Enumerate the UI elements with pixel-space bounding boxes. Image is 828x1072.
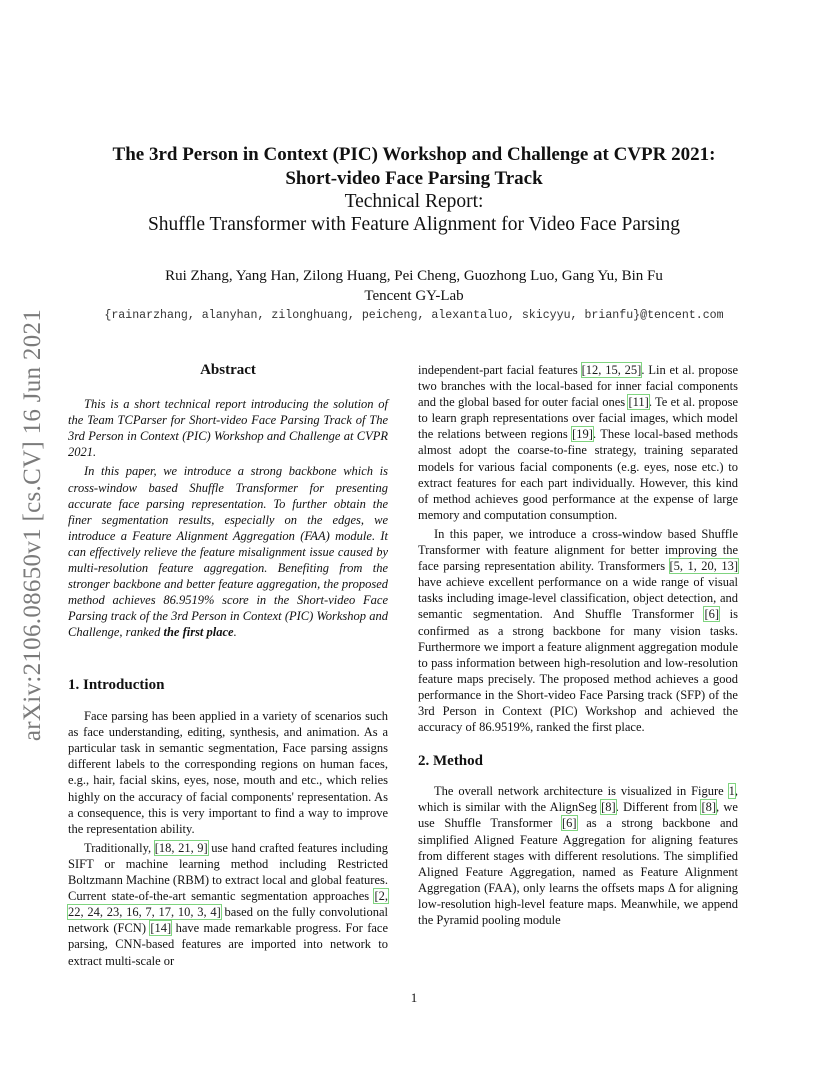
- introduction-heading: 1. Introduction: [68, 677, 165, 693]
- citation-link[interactable]: [2, 22, 24, 23, 16, 7, 17, 10, 3, 4]: [68, 889, 388, 920]
- author-block: [0, 266, 828, 306]
- text-span: The overall network architecture is visualized in Figure: [434, 784, 729, 799]
- citation-link[interactable]: [12, 15, 25]: [581, 363, 642, 377]
- text-span: use hand crafted features including SIFT or machine learning method including Restricted Boltzmann Machine (RBM) to extract local and global features. Current state-of-the-art semantic segmentation approaches: [68, 840, 389, 904]
- abstract-emphasis: the first place: [163, 625, 234, 640]
- citation-link[interactable]: [18, 21, 9]: [154, 840, 208, 855]
- abstract-text: In this paper, we introduce a strong backbone which is cross-window based Shuffle Transformer for presenting accurate face parsing representation. To further obtain the finer segmentation results, especially on the edges, we introduce a Feature Alignment Aggregation (FAA) module. It can effectively relieve the feature misalignment issue caused by multi-resolution feature aggregation. Benefiting from the stronger backbone and better feature aggregation, the proposed method achieves 86.9519% score in the Short-video Face Parsing track of the 3rd Person in Context (PIC) Workshop and Challenge, ranked: [68, 464, 388, 640]
- abstract-end: .: [233, 625, 237, 640]
- contribution-paragraph: [418, 526, 738, 735]
- intro-paragraph-1: Face parsing has been applied in a variety of scenarios such as face understanding, editing, synthesis, and animation. As a particular task in semantic segmentation, Face parsing assigns different labels to the corresponding regions on human faces, e.g., hair, facial skins, eyes, nose, mouth and etc., which relies highly on the accuracy of facial components' representation. As a consequence, this is very important to find a way to improve the representation ability.: [68, 709, 388, 836]
- citation-link[interactable]: [14]: [150, 921, 172, 936]
- author-emails: {rainarzhang, alanyhan, zilonghuang, peicheng, alexantaluo, skicyyu, brianfu}@tencent.com: [104, 309, 724, 322]
- method-heading: 2. Method: [418, 753, 483, 770]
- citation-link[interactable]: [8]: [701, 800, 717, 815]
- title-line-2: Short-video Face Parsing Track: [285, 168, 543, 189]
- introduction-section: [68, 677, 388, 969]
- citation-link[interactable]: [6]: [562, 816, 577, 831]
- text-span: have made remarkable progress. For face parsing, CNN-based features are imported into network to extract multi-scale or: [68, 921, 389, 968]
- paper-subtitle: [0, 190, 828, 236]
- right-column: [418, 362, 738, 928]
- page-number: 1: [410, 990, 418, 1005]
- text-span: . Different from: [615, 800, 702, 815]
- intro-paragraph-2: [68, 840, 388, 969]
- abstract-paragraph-1: This is a short technical report introducing the solution of the Team TCParser for Short-video Face Parsing Track of The 3rd Person in Context (PIC) Workshop and Challenge at CVPR 2021.: [68, 397, 388, 460]
- author-list: Rui Zhang, Yang Han, Zilong Huang, Pei Cheng, Guozhong Luo, Gang Yu, Bin Fu: [165, 268, 663, 284]
- paper-title: [0, 143, 828, 191]
- title-line-1: The 3rd Person in Context (PIC) Workshop and Challenge at CVPR 2021:: [112, 144, 716, 165]
- text-span: , we use Shuffle Transformer: [418, 800, 738, 831]
- abstract-heading: Abstract: [200, 362, 256, 378]
- arxiv-identifier: arXiv:2106.08650v1 [cs.CV] 16 Jun 2021: [19, 308, 46, 742]
- figure-link[interactable]: 1: [728, 784, 735, 799]
- text-span: . These local-based methods almost adopt the coarse-to-fine strategy, training separated models for various facial components (e.g. eyes, nose etc.) to extract features for each part individually. However, this kind of method achieves good performance at the expense of large memory and computation consumption.: [418, 427, 738, 522]
- text-span: have achieve excellent performance on a wide range of visual tasks including image-level classification, object detection, and semantic segmentation. And Shuffle Transformer: [418, 575, 738, 622]
- text-span: . Lin et al. propose two branches with the local-based for inner facial components and the global based for outer facial ones: [418, 363, 739, 410]
- text-span: independent-part facial features: [418, 363, 582, 377]
- method-paragraph: [418, 783, 738, 928]
- text-span: In this paper, we introduce a cross-window based Shuffle Transformer with feature alignment for better improving the face parsing representation ability. Transformers: [418, 526, 738, 574]
- affiliation: Tencent GY-Lab: [364, 288, 464, 304]
- text-span: , which is similar with the AlignSeg: [418, 784, 738, 815]
- text-span: based on the fully convolutional network (FCN): [68, 905, 388, 936]
- text-span: . Te et al. propose to learn graph representations over facial images, which model the relations between regions: [418, 395, 739, 442]
- abstract-paragraph-2: [68, 463, 388, 640]
- text-span: is confirmed as a strong backbone for many vision tasks. Furthermore we import a feature alignment aggregation module to pass information between high-resolution and low-resolution feature maps precisely. The proposed method achieves a good performance in the Short-video Face Parsing track (SFP) of the 3rd Person in Context (PIC) Workshop and achieved the accuracy of 86.9519%, ranked the first place.: [418, 607, 738, 735]
- subtitle-line-1: Technical Report:: [344, 191, 484, 212]
- citation-link[interactable]: [6]: [704, 607, 720, 622]
- abstract-section: [68, 362, 388, 641]
- citation-link[interactable]: [11]: [628, 395, 649, 410]
- text-span: as a strong backbone and simplified Aligned Feature Aggregation for aligning features from different stages with different resolutions. The simplified Aligned Feature Aggregation, named as Feature Alignment Aggregation (FAA), only learns the offsets maps Δ for aligning low-resolution high-level feature maps. Meanwhile, we append the Pyramid pooling module: [418, 816, 738, 927]
- text-span: Traditionally,: [84, 840, 155, 855]
- citation-link[interactable]: [8]: [601, 800, 616, 815]
- citation-link[interactable]: [5, 1, 20, 13]: [669, 559, 739, 574]
- related-work-paragraph: [418, 362, 738, 523]
- citation-link[interactable]: [19]: [572, 427, 593, 442]
- subtitle-line-2: Shuffle Transformer with Feature Alignment for Video Face Parsing: [147, 214, 681, 235]
